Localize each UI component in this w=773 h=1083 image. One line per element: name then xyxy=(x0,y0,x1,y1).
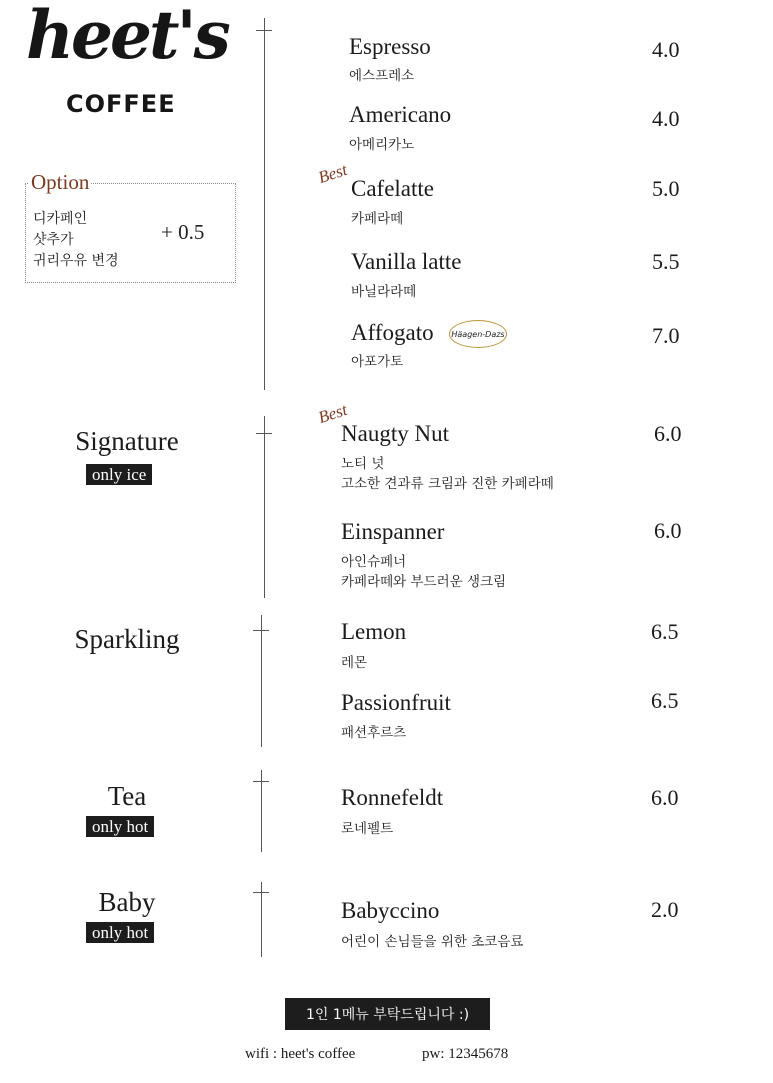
wifi-name: wifi : heet's coffee xyxy=(245,1046,356,1062)
category-title-tea: Tea xyxy=(107,781,147,811)
category-title-baby: Baby xyxy=(98,887,156,917)
menu-item-korean: 레몬 xyxy=(341,655,368,671)
best-label: Best xyxy=(315,399,350,428)
menu-item-name: Lemon xyxy=(341,619,407,644)
best-label: Best xyxy=(315,159,350,188)
category-title-signature: Signature xyxy=(75,426,179,456)
menu-item-korean: 아메리카노 xyxy=(349,137,415,153)
option-title: Option xyxy=(31,170,90,194)
menu-item-price: 7.0 xyxy=(652,323,680,348)
menu-item-price: 4.0 xyxy=(652,37,680,62)
menu-item-name: Affogato xyxy=(351,320,434,345)
menu-item-price: 5.0 xyxy=(652,176,680,201)
menu-item-name: Ronnefeldt xyxy=(341,785,444,810)
category-tag-only-hot: only hot xyxy=(86,816,154,837)
tea-divider-cross xyxy=(253,781,269,782)
option-line-decaf: 디카페인 xyxy=(33,211,88,227)
one-menu-notice: 1인 1메뉴 부탁드립니다 :) xyxy=(285,998,490,1030)
menu-item-name: Vanilla latte xyxy=(351,249,462,274)
menu-item-price: 6.0 xyxy=(654,421,682,446)
menu-item-description: 카페라떼와 부드러운 생크림 xyxy=(341,574,507,590)
menu-item-korean: 패션후르츠 xyxy=(341,725,407,741)
menu-item-price: 5.5 xyxy=(652,249,680,274)
baby-divider-cross xyxy=(253,892,269,893)
menu-item-korean: 로네펠트 xyxy=(341,821,394,837)
menu-item-price: 6.0 xyxy=(654,518,682,543)
menu-item-description: 고소한 견과류 크림과 진한 카페라떼 xyxy=(341,476,554,492)
sparkling-divider xyxy=(261,615,262,747)
tea-divider xyxy=(261,770,262,852)
haagen-dazs-logo: Häagen-Dazs xyxy=(449,320,507,348)
category-tag-only-ice: only ice xyxy=(86,464,152,485)
menu-item-price: 6.5 xyxy=(651,619,679,644)
menu-item-price: 6.0 xyxy=(651,785,679,810)
logo-subtitle: COFFEE xyxy=(66,90,176,118)
option-line-oat-milk: 귀리우유 변경 xyxy=(33,253,119,269)
menu-item-name: Passionfruit xyxy=(341,690,451,715)
menu-item-name: Americano xyxy=(349,102,452,127)
option-price: + 0.5 xyxy=(161,220,205,244)
logo-script: heet's xyxy=(26,0,228,74)
menu-item-korean: 바닐라라떼 xyxy=(351,284,417,300)
category-tag-only-hot: only hot xyxy=(86,922,154,943)
menu-item-korean: 아인슈페너 xyxy=(341,554,407,570)
menu-item-korean: 에스프레소 xyxy=(349,68,415,84)
menu-item-name: Einspanner xyxy=(341,519,445,544)
menu-item-name: Cafelatte xyxy=(351,176,435,201)
signature-divider xyxy=(264,416,265,598)
coffee-divider xyxy=(264,18,265,390)
menu-item-name: Naugty Nut xyxy=(341,421,449,446)
category-title-sparkling: Sparkling xyxy=(74,624,180,654)
menu-item-name: Babyccino xyxy=(341,898,440,923)
menu-item-korean: 아포가토 xyxy=(351,354,404,370)
option-line-extra-shot: 샷추가 xyxy=(33,232,74,248)
menu-item-korean: 카페라떼 xyxy=(351,211,404,227)
baby-divider xyxy=(261,882,262,957)
menu-item-price: 2.0 xyxy=(651,897,679,922)
menu-item-korean: 노티 넛 xyxy=(341,456,385,472)
sparkling-divider-cross xyxy=(253,630,269,631)
signature-divider-cross xyxy=(256,433,272,434)
menu-item-name: Espresso xyxy=(349,34,431,59)
menu-item-price: 4.0 xyxy=(652,106,680,131)
coffee-divider-cross xyxy=(256,30,272,31)
menu-item-korean: 어린이 손님들을 위한 초코음료 xyxy=(341,934,524,950)
menu-item-price: 6.5 xyxy=(651,688,679,713)
wifi-password: pw: 12345678 xyxy=(422,1046,509,1062)
